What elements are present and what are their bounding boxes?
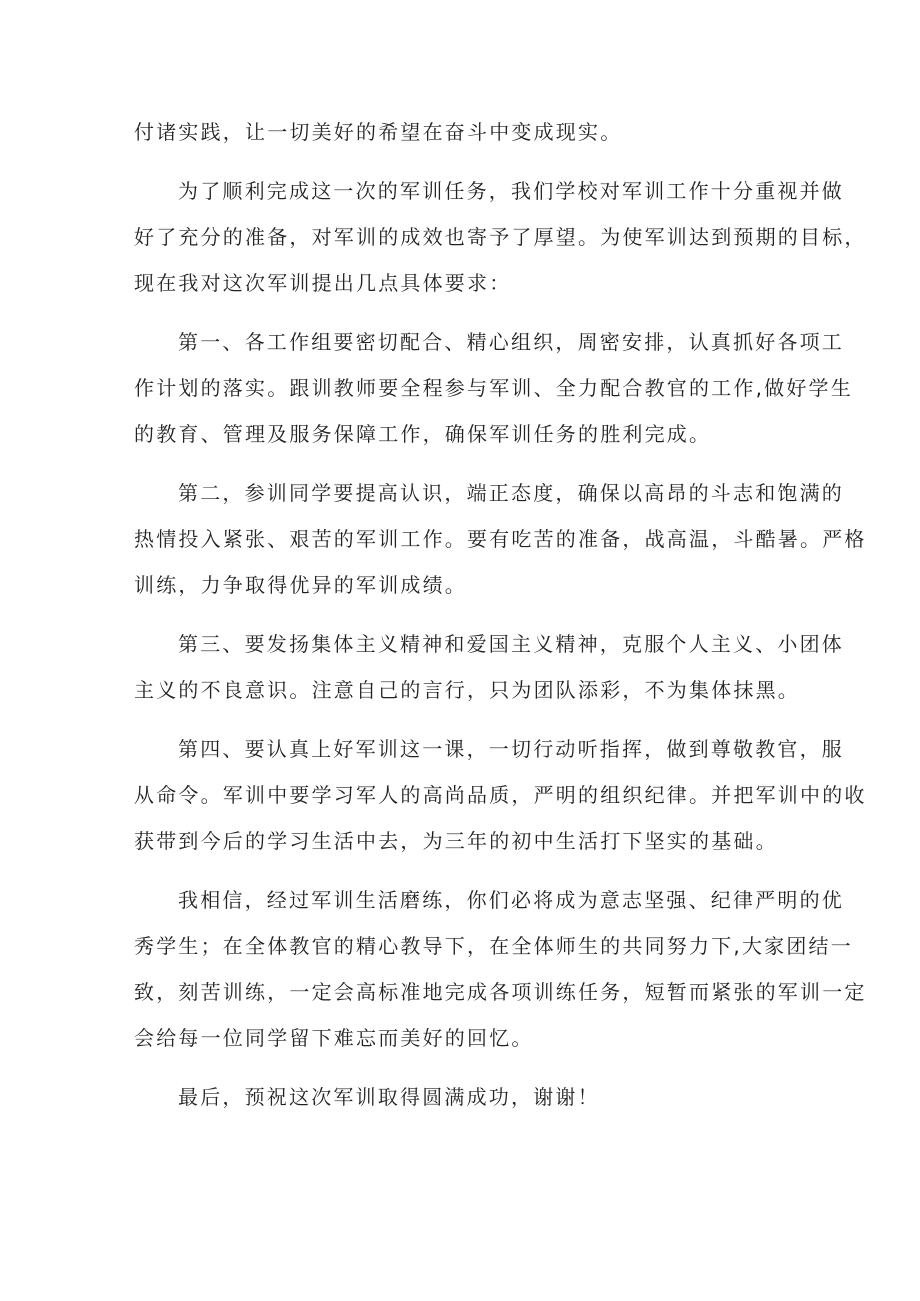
paragraph-line: 付诸实践，让一切美好的希望在奋斗中变成现实。 [134, 120, 623, 144]
paragraph-line: 的教育、管理及服务保障工作，确保军训任务的胜利完成。 [134, 422, 712, 446]
paragraph-line: 第二，参训同学要提高认识，端正态度，确保以高昂的斗志和饱满的 [178, 481, 844, 505]
paragraph-line: 第一、各工作组要密切配合、精心组织，周密安排，认真抓好各项工 [178, 330, 844, 354]
paragraph-line: 第三、要发扬集体主义精神和爱国主义精神，克服个人主义、小团体 [178, 632, 844, 656]
paragraph-line: 获带到今后的学习生活中去，为三年的初中生活打下坚实的基础。 [134, 829, 778, 853]
paragraph-line: 秀学生；在全体教官的精心教导下，在全体师生的共同努力下,大家团结一 [134, 934, 853, 958]
paragraph-line: 我相信，经过军训生活磨练，你们必将成为意志坚强、纪律严明的优 [178, 888, 844, 912]
paragraph-line: 好了充分的准备，对军训的成效也寄予了厚望。为使军训达到预期的目标， [134, 225, 867, 249]
paragraph-line: 从命令。军训中要学习军人的高尚品质，严明的组织纪律。并把军训中的收 [134, 783, 867, 807]
paragraph-line: 第四、要认真上好军训这一课，一切行动听指挥，做到尊敬教官，服 [178, 737, 844, 761]
paragraph-line: 作计划的落实。跟训教师要全程参与军训、全力配合教官的工作,做好学生 [134, 376, 853, 400]
paragraph-line: 训练，力争取得优异的军训成绩。 [134, 573, 467, 597]
paragraph-line: 主义的不良意识。注意自己的言行，只为团队添彩，不为集体抹黑。 [134, 678, 800, 702]
paragraph-line: 现在我对这次军训提出几点具体要求： [134, 271, 512, 295]
paragraph-line: 致，刻苦训练，一定会高标准地完成各项训练任务，短暂而紧张的军训一定 [134, 980, 867, 1004]
paragraph-line: 为了顺利完成这一次的军训任务，我们学校对军训工作十分重视并做 [178, 179, 844, 203]
paragraph-line: 会给每一位同学留下难忘而美好的回忆。 [134, 1026, 534, 1050]
paragraph-line: 最后，预祝这次军训取得圆满成功，谢谢！ [178, 1085, 600, 1109]
paragraph-line: 热情投入紧张、艰苦的军训工作。要有吃苦的准备，战高温，斗酷暑。严格 [134, 527, 867, 551]
